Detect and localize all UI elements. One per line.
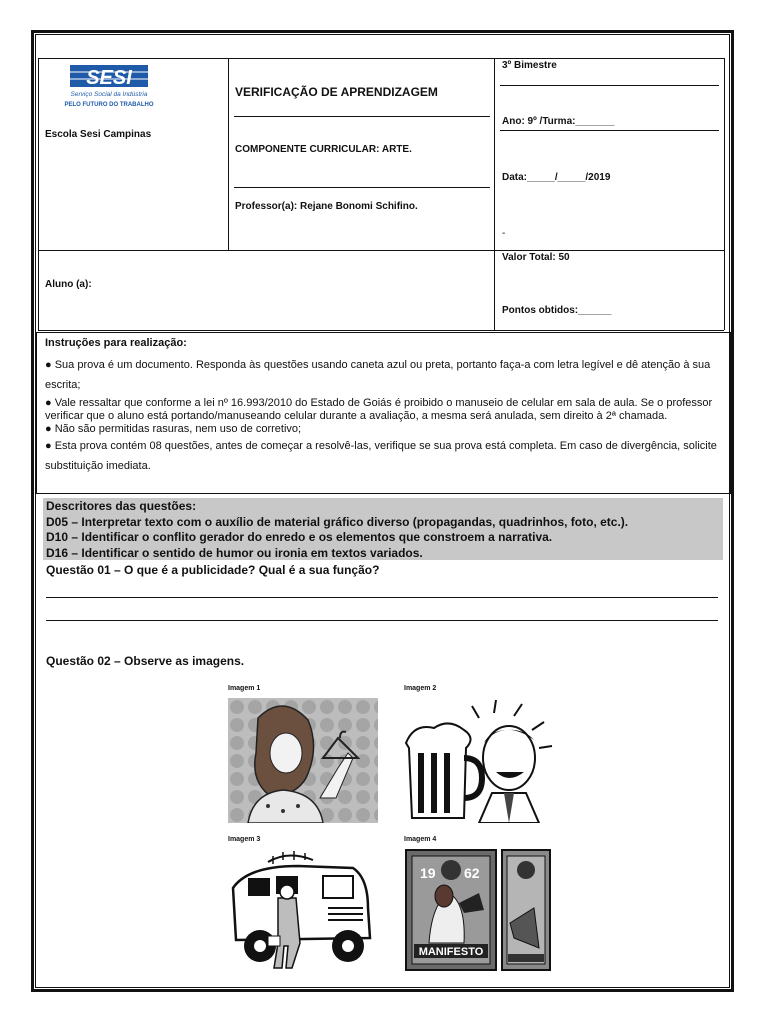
instruction-item: ● Sua prova é um documento. Responda às questões usando caneta azul ou preta, portanto faça-a com letra legível e dê atenção à sua escrita; <box>45 359 711 391</box>
poster-year-right: 62 <box>464 865 480 881</box>
sesi-logo <box>62 62 162 112</box>
question-2: Questão 02 – Observe as imagens. <box>46 654 245 668</box>
component-label: COMPONENTE CURRICULAR: ARTE. <box>235 144 412 155</box>
poster-title: MANIFESTO <box>418 946 484 958</box>
date-field: Data:_____/_____/2019 <box>502 172 611 183</box>
instruction-item: ● Não são permitidas rasuras, nem uso de corretivo; <box>45 423 302 435</box>
image-4-caption: Imagem 4 <box>404 836 437 843</box>
descriptors-box <box>43 498 723 560</box>
image-3-caption: Imagem 3 <box>228 836 261 843</box>
image-1-caption: Imagem 1 <box>228 685 261 692</box>
instructions-box <box>36 332 731 494</box>
poster-year-left: 19 <box>420 865 436 881</box>
svg-text:SESI: SESI <box>86 67 132 89</box>
descriptor-item: D10 – Identificar o conflito gerador do enredo e os elementos que constroem a narrativa. <box>46 530 553 544</box>
instruction-item: ● Vale ressaltar que conforme a lei nº 16.993/2010 do Estado de Goiás é proibido o manuseio de celular em sala de aula. Se o professor verificar que o aluno está portando/manuseando celular durante a avaliação, a mesma será anulada, sem direito à 2ª chamada. <box>45 397 713 422</box>
student-name-field: Aluno (a): <box>45 279 92 290</box>
dash-mark: - <box>502 228 506 239</box>
instruction-item: ● Esta prova contém 08 questões, antes de começar a resolvê-las, verifique se sua prova está completa. Em caso de divergência, solicite substituição imediata. <box>45 440 717 472</box>
descriptor-item: D16 – Identificar o sentido de humor ou ironia em textos variados. <box>46 545 423 560</box>
answer-line[interactable] <box>46 620 718 621</box>
question-1: Questão 01 – O que é a publicidade? Qual é a sua função? <box>46 563 380 577</box>
image-3-van-soldier <box>228 848 378 972</box>
image-2-caption: Imagem 2 <box>404 685 437 692</box>
svg-text:Serviço Social da Indústria: Serviço Social da Indústria <box>70 91 148 98</box>
points-field: Pontos obtidos:______ <box>502 305 612 316</box>
total-value-label: Valor Total: 50 <box>502 252 570 263</box>
page-title: VERIFICAÇÃO DE APRENDIZAGEM <box>235 85 438 99</box>
answer-line[interactable] <box>46 597 718 598</box>
year-class-field: Ano: 9º /Turma:_______ <box>502 116 615 127</box>
descriptor-item: D05 – Interpretar texto com o auxílio de material gráfico diverso (propagandas, quadrinhos, foto, etc.). <box>46 514 629 529</box>
teacher-label: Professor(a): Rejane Bonomi Schifino. <box>235 201 418 212</box>
bimester-label: 3º Bimestre <box>502 60 557 71</box>
image-4-manifesto-poster <box>404 848 554 972</box>
image-1-woman-hanger <box>228 698 378 823</box>
image-2-man-beer <box>404 698 554 823</box>
svg-text:PELO FUTURO DO TRABALHO: PELO FUTURO DO TRABALHO <box>64 102 154 108</box>
school-name: Escola Sesi Campinas <box>45 129 152 140</box>
descriptors-title: Descritores das questões: <box>46 499 197 513</box>
instructions-title: Instruções para realização: <box>45 337 187 349</box>
